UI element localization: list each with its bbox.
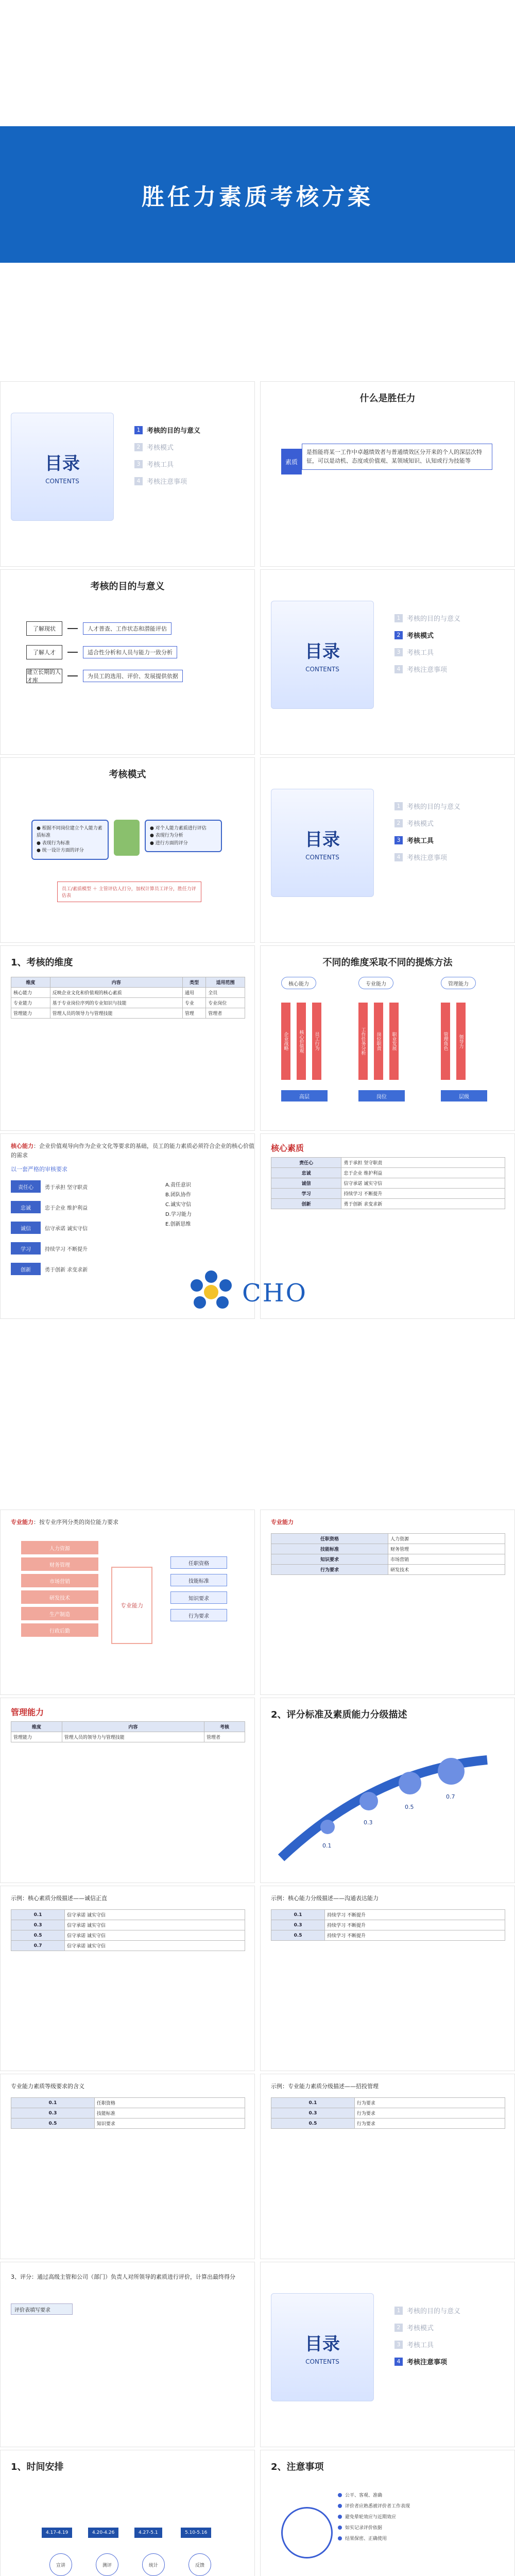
timeline-step: 反馈: [188, 2553, 211, 2576]
schedule-title: 1、时间安排: [11, 2462, 64, 2472]
toc-item[interactable]: 1 考核的目的与意义: [134, 425, 200, 435]
toc-slide-4: [260, 2262, 515, 2447]
core-item: 忠诚 忠于企业 维护利益: [11, 1201, 88, 1213]
mgmt-table: 维度 内容 考核 管理能力 管理人员的领导力与管理技能 管理者: [11, 1721, 245, 1742]
method-bar: 管理角色: [441, 1003, 450, 1080]
timeline-date: 4.17-4.19: [42, 2528, 72, 2538]
prof-center: 专业能力: [111, 1567, 152, 1644]
example-slide-1: [0, 1886, 255, 2071]
purpose-row: 了解人才 适合性分析和人员与能力一致分析: [26, 645, 183, 659]
note-item: 公平、客观、准确: [338, 2492, 410, 2498]
method-bar: 岗位职责: [374, 1003, 383, 1080]
toc-title-cn: 目录: [45, 453, 80, 474]
mode-footer: 员工/素质模型 ＋ 主管评估人打分，加权计算员工评分，胜任力评估表: [57, 882, 201, 902]
toc-item[interactable]: 1 考核的目的与意义: [394, 2306, 460, 2315]
toc-list: [394, 2298, 460, 2374]
notes-title: 2、注意事项: [271, 2462, 324, 2472]
timeline-step: 宣讲: [49, 2553, 72, 2576]
schedule-slide: [0, 2450, 255, 2576]
grade-title: 2、评分标准及素质能力分级描述: [271, 1709, 407, 1720]
grade-bubble: [359, 1792, 378, 1810]
example-title: 示例：核心能力分级描述——沟通表达能力: [271, 1895, 379, 1902]
toc-slide-3: [260, 757, 515, 943]
what-slide: [260, 381, 515, 567]
method-bar: 企业战略: [281, 1003, 290, 1080]
grade-level: 0.5: [405, 1804, 414, 1810]
method-bar: 工作任务分析: [358, 1003, 368, 1080]
toc-list: [394, 606, 460, 681]
what-label: 素质: [281, 449, 302, 474]
table-row: 管理能力 管理人员的领导力与管理技能 管理 管理者: [11, 1008, 245, 1019]
method-pill: 核心能力: [281, 977, 316, 989]
core-item: 诚信 信守承诺 诚实守信: [11, 1222, 88, 1234]
method-bar: 职业发展: [389, 1003, 399, 1080]
note-item: 结果保密、正确使用: [338, 2535, 410, 2541]
mode-title: 考核模式: [109, 769, 146, 780]
evaluate-field[interactable]: 评价表填写要求: [11, 2303, 73, 2315]
grade-bubble: [320, 1820, 335, 1834]
timeline-date: 4.20-4.26: [88, 2528, 118, 2538]
timeline-date: 5.10-5.16: [181, 2528, 211, 2538]
cho-logo: [185, 1262, 330, 1324]
cho-flower-icon: [185, 1267, 237, 1319]
purpose-row: 了解现状 人才普查、工作状态和潜能评估: [26, 621, 183, 636]
what-text: 是指能将某一工作中卓越绩效者与普通绩效区分开来的个人的深层次特征，可以是动机、态度或价值观、某领域知识、认知或行为技能等: [302, 444, 492, 470]
table-row: 专业能力 基于专业岗位序列的专业知识与技能 专业 专业岗位: [11, 998, 245, 1008]
example-title: 示例：核心素质分级描述——诚信正直: [11, 1895, 107, 1902]
toc-badge: [11, 413, 114, 521]
toc-item[interactable]: 4 考核注意事项: [394, 664, 460, 674]
dim-table: 维度 内容 类型 适用范围 核心能力 反映企业文化和价值观的核心素质 通用 全员 专业能力 基于专业岗位序列的专业知识与技能 专业 专业岗位 管理能力 管理人员的领导力与管理技能 管理 管理者: [11, 977, 245, 1019]
toc-list: [394, 794, 460, 869]
methods-title: 不同的维度采取不同的提炼方法: [322, 957, 453, 968]
toc-slide-1: [0, 381, 255, 567]
timeline: [11, 2522, 245, 2576]
cho-text: CHO: [242, 1279, 307, 1308]
toc-badge: 目录 CONTENTS: [271, 789, 374, 897]
toc-slide-2: [260, 569, 515, 755]
prof-table: 任职资格 人力资源 技能标准 财务管理 知识要求 市场营销 行为要求 研发技术: [271, 1533, 505, 1575]
toc-item[interactable]: 4 考核注意事项: [394, 2357, 460, 2366]
toc-item[interactable]: 2 考核模式: [394, 818, 460, 828]
example-table: 0.1 信守承诺 诚实守信 0.3 信守承诺 诚实守信 0.5 信守承诺 诚实守信 0.7 信守承诺 诚实守信: [11, 1909, 245, 1951]
toc-item[interactable]: 2 考核模式: [394, 2323, 460, 2332]
evaluate-intro: 3、评分：通过高级主管和公司（部门）负责人对所领导的素质进行评价，计算出最终得分: [11, 2274, 235, 2280]
mgmt-slide: [0, 1698, 255, 1883]
purpose-slide: [0, 569, 255, 755]
prof-table-slide: [260, 1510, 515, 1695]
core-item: 责任心 勇于承担 坚守职责: [11, 1180, 88, 1193]
mgmt-title: 管理能力: [11, 1707, 44, 1717]
toc-item[interactable]: 3 考核工具: [394, 2340, 460, 2349]
grade-arrow: [271, 1739, 503, 1868]
core-quality-title: 核心素质: [271, 1143, 304, 1153]
prof-intro: 专业能力：按专业序列分类的岗位能力要求: [11, 1519, 118, 1526]
example-table: 0.1 任职资格 0.3 技能标准 0.5 知识要求: [11, 2097, 245, 2129]
mode-slide: [0, 757, 255, 943]
table-row: 核心能力 反映企业文化和价值观的核心素质 通用 全员: [11, 988, 245, 998]
example-slide-2: [260, 1886, 515, 2071]
example-slide-3: [0, 2074, 255, 2259]
mode-right-box: ● 对个人能力素质进行评估 ● 表现行为分析 ● 进行方面的评分: [145, 820, 222, 852]
example-title: 示例：专业能力素质分级描述——招投管理: [271, 2083, 379, 2090]
note-item: 如实记录评价依据: [338, 2524, 410, 2531]
grade-bubble: [438, 1758, 465, 1785]
evaluate-slide: [0, 2262, 255, 2447]
toc-item[interactable]: 3 考核工具: [394, 835, 460, 845]
money-icon: [114, 820, 140, 856]
purpose-flow: [26, 621, 183, 683]
method-bar: 领导力: [456, 1003, 466, 1080]
prof-right: 任职资格 技能标准 知识要求 行为要求: [170, 1556, 227, 1621]
prof-slide: [0, 1510, 255, 1695]
note-item: 评价者应熟悉被评价者工作表现: [338, 2502, 410, 2509]
toc-badge: 目录 CONTENTS: [271, 2293, 374, 2401]
method-pill: 管理能力: [441, 977, 476, 989]
notes-slide: [260, 2450, 515, 2576]
toc-item[interactable]: 2 考核模式: [134, 442, 200, 452]
core-item: 创新 勇于创新 求变求新: [11, 1263, 88, 1275]
timeline-date: 4.27-5.1: [134, 2528, 162, 2538]
grade-slide: [260, 1698, 515, 1883]
method-foot: 高层: [281, 1090, 328, 1101]
purpose-title: 考核的目的与意义: [90, 581, 165, 592]
mode-left-box: ● 根据不同岗位建立个人能力素质标准 ● 表现行为标准 ● 统一设计方面的评分: [31, 820, 109, 860]
prof-stack: 人力资源 财务管理 市场营销 研发技术 生产制造 行政后勤: [21, 1541, 98, 1637]
notes-list: [338, 2492, 410, 2541]
method-pill: 专业能力: [358, 977, 393, 989]
toc-list: [134, 418, 200, 493]
core-sub: 以一套严格的审核要求: [11, 1166, 67, 1173]
core-quality-table: 责任心 勇于承担 坚守职责 忠诚 忠于企业 维护利益 诚信 信守承诺 诚实守信 学习 持续学习 不断提升 创新 勇于创新 求变求新: [271, 1157, 505, 1209]
method-foot: 层级: [441, 1090, 487, 1101]
methods-slide: [260, 945, 515, 1131]
toc-item[interactable]: 1 考核的目的与意义: [394, 613, 460, 623]
method-foot: 岗位: [358, 1090, 405, 1101]
core-item: 学习 持续学习 不断提升: [11, 1242, 88, 1255]
example-slide-4: [260, 2074, 515, 2259]
toc-badge: 目录 CONTENTS: [271, 601, 374, 709]
what-title: 什么是胜任力: [359, 393, 416, 404]
method-bar: 员工行为: [312, 1003, 321, 1080]
timeline-step: 统计: [142, 2553, 165, 2576]
core-intro: 核心能力：企业价值观导向作为企业文化等要求的基础，员工的能力素质必须符合企业的核心价值的需求: [11, 1143, 254, 1159]
toc-item[interactable]: 2 考核模式: [394, 630, 460, 640]
toc-item[interactable]: 1 考核的目的与意义: [394, 801, 460, 811]
example-table: 0.1 行为要求 0.3 行为要求 0.5 行为要求: [271, 2097, 505, 2129]
cover-slide: [0, 0, 515, 379]
dim-slide: [0, 945, 255, 1131]
prof-table-title: 专业能力: [271, 1519, 294, 1526]
timeline-step: 测评: [96, 2553, 118, 2576]
cover-title: 胜任力素质考核方案: [142, 183, 373, 210]
toc-item[interactable]: 4 考核注意事项: [134, 476, 200, 486]
grade-level: 0.7: [446, 1793, 455, 1800]
toc-item[interactable]: 3 考核工具: [134, 459, 200, 469]
example-table: 0.1 持续学习 不断提升 0.3 持续学习 不断提升 0.5 持续学习 不断提升: [271, 1909, 505, 1941]
dim-title: 1、考核的维度: [11, 957, 73, 968]
core-list: A.责任意识 B.团队协作 C.诚实守信 D.学习能力 E.创新思维: [165, 1182, 192, 1227]
note-item: 避免晕轮效应与近期效应: [338, 2513, 410, 2520]
toc-title-en: CONTENTS: [45, 477, 79, 485]
notes-circle-icon: [281, 2507, 333, 2558]
grade-level: 0.1: [322, 1842, 332, 1849]
grade-level: 0.3: [364, 1819, 373, 1826]
grade-bubble: [399, 1772, 421, 1794]
example-title: 专业能力素质等级要求的含义: [11, 2083, 84, 2090]
toc-item[interactable]: 3 考核工具: [394, 647, 460, 657]
purpose-row: 建立长期的人才库 为员工的选用、评价、发展提供依据: [26, 669, 183, 683]
method-bar: 核心价值观: [297, 1003, 306, 1080]
toc-item[interactable]: 4 考核注意事项: [394, 852, 460, 862]
